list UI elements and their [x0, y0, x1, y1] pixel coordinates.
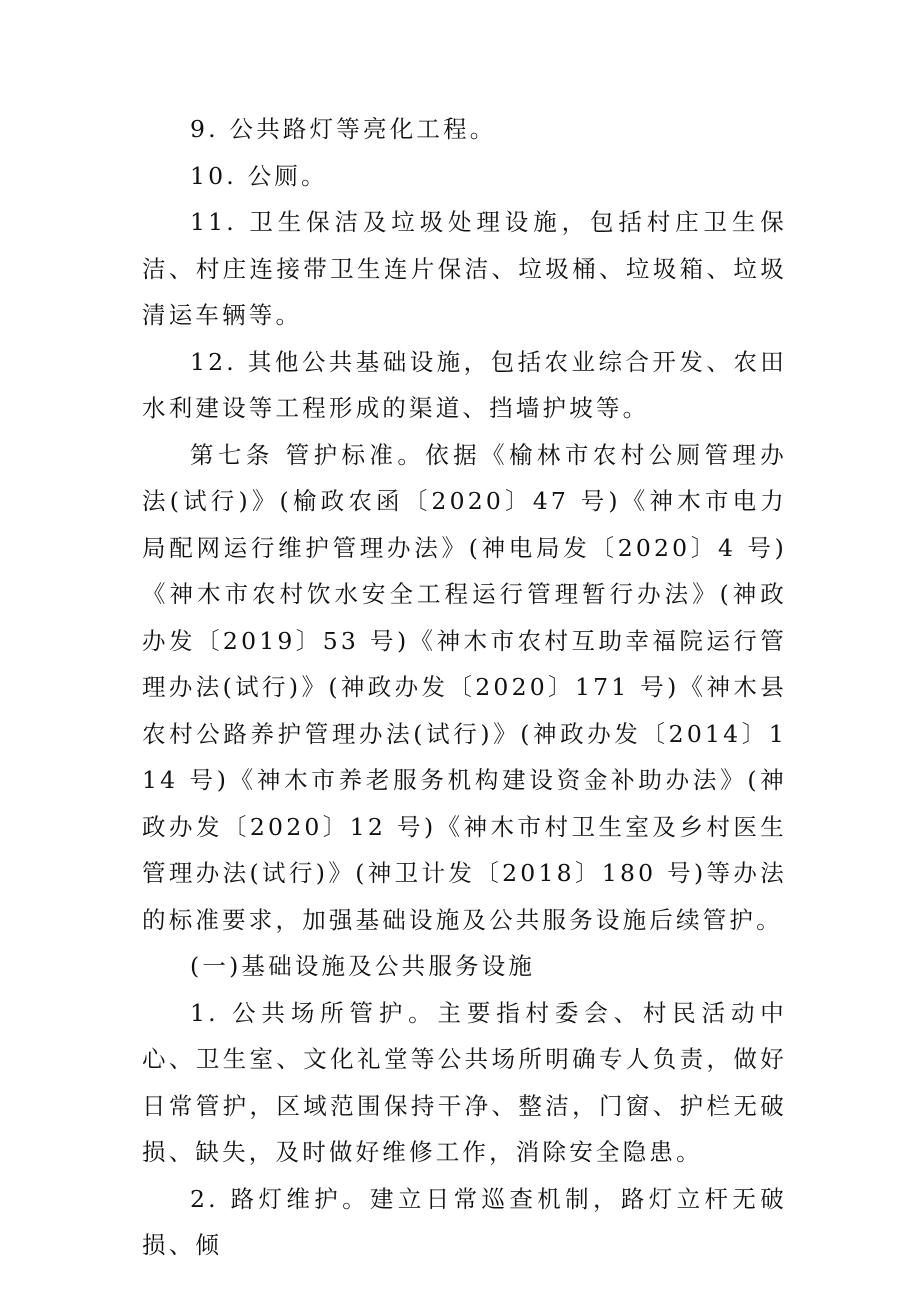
paragraph-item-11: 11. 卫生保洁及垃圾处理设施，包括村庄卫生保洁、村庄连接带卫生连片保洁、垃圾桶、垃圾箱、垃圾清运车辆等。	[142, 208, 787, 329]
section-heading: (一)基础设施及公共服务设施	[190, 952, 536, 980]
paragraph-street-lights: 2. 路灯维护。建立日常巡查机制，路灯立杆无破损、倾	[142, 1184, 787, 1259]
paragraph-public-places: 1. 公共场所管护。主要指村委会、村民活动中心、卫生室、文化礼堂等公共场所明确专人负责，做好日常管护，区域范围保持干净、整洁，门窗、护栏无破损、缺失，及时做好维修工作，消除安全隐患。	[142, 998, 787, 1166]
paragraph-item-12: 12. 其他公共基础设施，包括农业综合开发、农田水利建设等工程形成的渠道、挡墙护坡等。	[142, 347, 787, 422]
paragraph-article-7: 第七条 管护标准。依据《榆林市农村公厕管理办法(试行)》(榆政农函〔2020〕47 号)《神木市电力局配网运行维护管理办法》(神电局发〔2020〕4 号)《神木市农村饮水安全工程运行管理暂行办法》(神政办发〔2019〕53 号)《神木市农村互助幸福院运行管理办法(试行)》(神政办发〔2020〕171 号)《神木县农村公路养护管理办法(试行)》(神政办发〔2014〕114 号)《神木市养老服务机构建设资金补助办法》(神政办发〔2020〕12 号)《神木市村卫生室及乡村医生管理办法(试行)》(神卫计发〔2018〕180 号)等办法的标准要求，加强基础设施及公共服务设施后续管护。	[142, 440, 787, 934]
paragraph-item-10: 10. 公厕。	[190, 161, 328, 190]
document-body	[142, 106, 787, 1269]
paragraph-item-9: 9. 公共路灯等亮化工程。	[190, 115, 497, 143]
